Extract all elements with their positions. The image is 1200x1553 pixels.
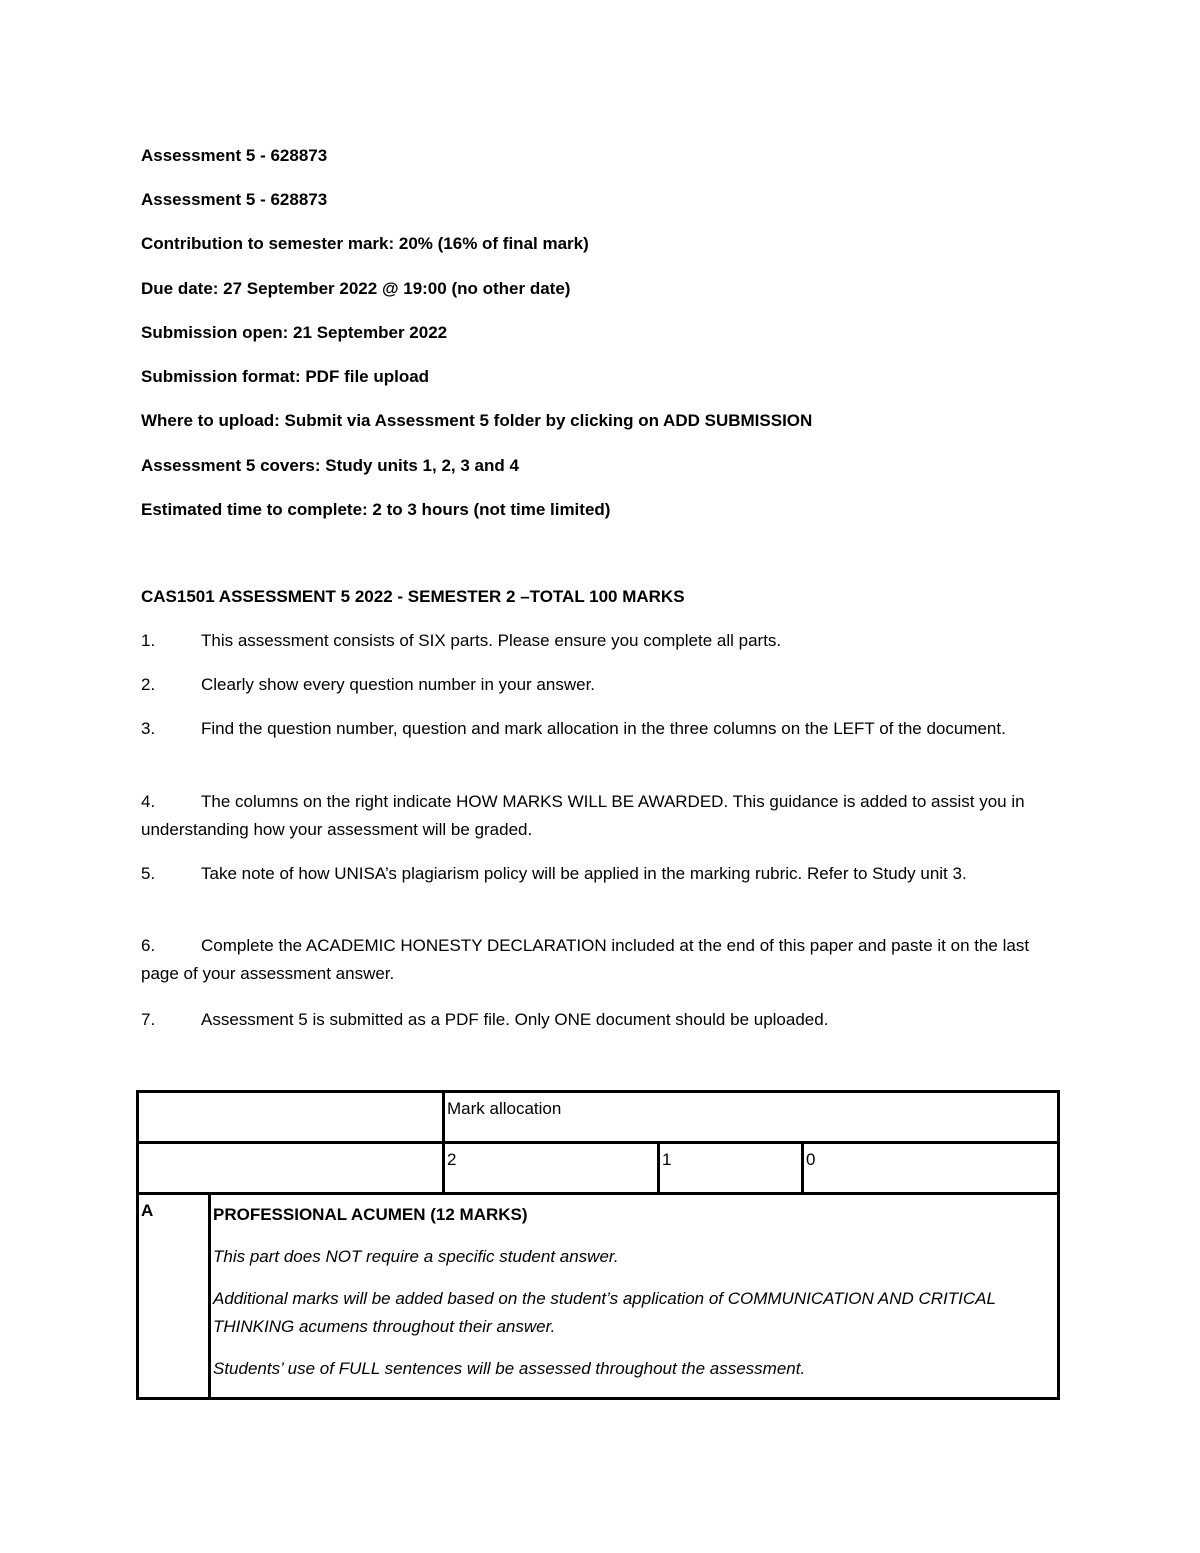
score-1-label: 1 xyxy=(662,1150,672,1169)
header-line-estimated-time: Estimated time to complete: 2 to 3 hours (not time limited) xyxy=(141,500,611,519)
instruction-item xyxy=(141,671,1051,699)
part-a-note: Students’ use of FULL sentences will be assessed throughout the assessment. xyxy=(213,1359,806,1378)
instruction-number: 2. xyxy=(141,675,156,694)
rubric-part-a-row xyxy=(138,1194,1059,1399)
instruction-number: 1. xyxy=(141,631,156,650)
header-line-covers: Assessment 5 covers: Study units 1, 2, 3 and 4 xyxy=(141,456,519,475)
instruction-item xyxy=(141,788,1051,844)
header-line-submission-format: Submission format: PDF file upload xyxy=(141,367,430,386)
score-column-2 xyxy=(444,1143,659,1194)
header-line-contribution: Contribution to semester mark: 20% (16% of final mark) xyxy=(141,234,589,253)
instruction-number: 6. xyxy=(141,936,156,955)
score-2-label: 2 xyxy=(447,1150,457,1169)
header-line-assessment-id: Assessment 5 - 628873 xyxy=(141,146,328,165)
rubric-empty-score-cell xyxy=(138,1143,444,1194)
rubric-header-row xyxy=(138,1092,1059,1143)
header-line-submission-open: Submission open: 21 September 2022 xyxy=(141,323,448,342)
header-line-assessment-id-repeat: Assessment 5 - 628873 xyxy=(141,190,328,209)
instruction-number: 7. xyxy=(141,1010,156,1029)
header-line-where-to-upload: Where to upload: Submit via Assessment 5 folder by clicking on ADD SUBMISSION xyxy=(141,411,813,430)
instruction-number: 3. xyxy=(141,719,156,738)
mark-allocation-label: Mark allocation xyxy=(447,1099,562,1118)
part-a-letter: A xyxy=(141,1201,154,1220)
part-a-note: Additional marks will be added based on the student’s application of COMMUNICATION AND CRITICAL THINKING acumens throughout their answer. xyxy=(213,1289,996,1336)
instruction-item xyxy=(141,860,1051,888)
instruction-number: 4. xyxy=(141,792,156,811)
rubric-score-row xyxy=(138,1143,1059,1194)
instruction-text: Take note of how UNISA’s plagiarism policy will be applied in the marking rubric. Refer to Study unit 3. xyxy=(201,864,967,883)
instruction-text: Assessment 5 is submitted as a PDF file. Only ONE document should be uploaded. xyxy=(201,1010,829,1029)
instruction-item xyxy=(141,627,1051,655)
part-a-note: This part does NOT require a specific student answer. xyxy=(213,1247,619,1266)
header-line-due-date: Due date: 27 September 2022 @ 19:00 (no other date) xyxy=(141,279,571,298)
instruction-text: Complete the ACADEMIC HONESTY DECLARATION included at the end of this paper and paste it on the last page of your assessment answer. xyxy=(141,936,1030,983)
score-column-0 xyxy=(803,1143,1059,1194)
marking-rubric-table xyxy=(136,1090,1060,1400)
instruction-number: 5. xyxy=(141,864,156,883)
part-a-letter-cell xyxy=(138,1194,210,1399)
instruction-text: The columns on the right indicate HOW MARKS WILL BE AWARDED. This guidance is added to assist you in understanding how your assessment will be graded. xyxy=(141,792,1025,839)
section-title: CAS1501 ASSESSMENT 5 2022 - SEMESTER 2 –TOTAL 100 MARKS xyxy=(141,587,685,606)
score-column-1 xyxy=(659,1143,803,1194)
part-a-content-cell xyxy=(210,1194,1059,1399)
instruction-text: Clearly show every question number in your answer. xyxy=(201,675,596,694)
part-a-title: PROFESSIONAL ACUMEN (12 MARKS) xyxy=(213,1205,528,1224)
instruction-text: Find the question number, question and mark allocation in the three columns on the LEFT of the document. xyxy=(201,719,1006,738)
rubric-empty-header-cell xyxy=(138,1092,444,1143)
score-0-label: 0 xyxy=(806,1150,816,1169)
instruction-item xyxy=(141,715,1051,743)
instruction-text: This assessment consists of SIX parts. Please ensure you complete all parts. xyxy=(201,631,782,650)
instruction-item xyxy=(141,1006,1051,1034)
mark-allocation-header xyxy=(444,1092,1059,1143)
instruction-item xyxy=(141,932,1051,988)
